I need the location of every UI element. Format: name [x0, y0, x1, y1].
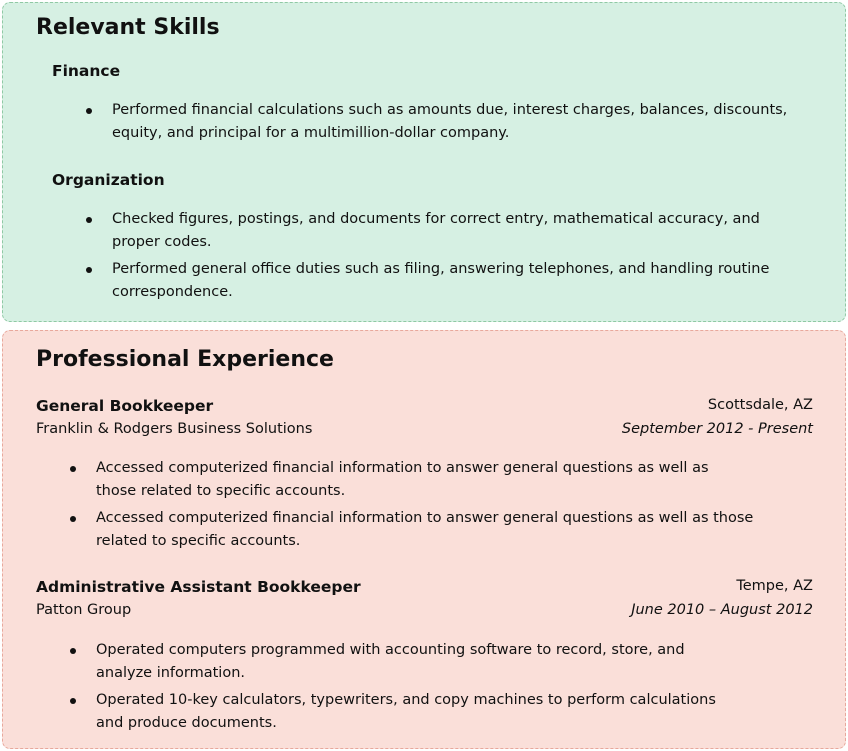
job-2-bullet-list	[96, 639, 736, 739]
job-1-bullet-2: Accessed computerized financial information to answer general questions as well as those related to specific accounts.	[96, 507, 766, 553]
organization-subheading: Organization	[52, 171, 165, 189]
job-1-dates: September 2012 - Present	[621, 421, 813, 437]
job-2-company: Patton Group	[36, 602, 132, 618]
finance-bullet-1: Performed financial calculations such as amounts due, interest charges, balances, discounts, equity, and principal for a multimillion-dollar company.	[112, 99, 822, 145]
job-1-company: Franklin & Rodgers Business Solutions	[36, 421, 313, 437]
job-2-location: Tempe, AZ	[736, 578, 813, 594]
relevant-skills-heading: Relevant Skills	[36, 15, 220, 40]
finance-bullet-list	[112, 99, 822, 149]
job-1-location: Scottsdale, AZ	[707, 397, 813, 413]
job-1-role: General Bookkeeper	[36, 397, 214, 415]
job-2-role: Administrative Assistant Bookkeeper	[36, 578, 361, 596]
finance-subheading: Finance	[52, 62, 121, 80]
job-1-bullet-1: Accessed computerized financial information to answer general questions as well as those related to specific accounts.	[96, 457, 736, 503]
professional-experience-heading: Professional Experience	[36, 347, 334, 372]
job-1-bullet-list	[96, 457, 766, 557]
job-2-bullet-1: Operated computers programmed with accounting software to record, store, and analyze information.	[96, 639, 736, 685]
professional-experience-section	[2, 330, 846, 749]
job-2-dates: June 2010 – August 2012	[631, 602, 813, 618]
organization-bullet-1: Checked figures, postings, and documents for correct entry, mathematical accuracy, and proper codes.	[112, 208, 792, 254]
job-2-bullet-2: Operated 10-key calculators, typewriters, and copy machines to perform calculations and produce documents.	[96, 689, 736, 735]
relevant-skills-section	[2, 2, 846, 322]
organization-bullet-list	[112, 208, 792, 308]
organization-bullet-2: Performed general office duties such as filing, answering telephones, and handling routine correspondence.	[112, 258, 792, 304]
